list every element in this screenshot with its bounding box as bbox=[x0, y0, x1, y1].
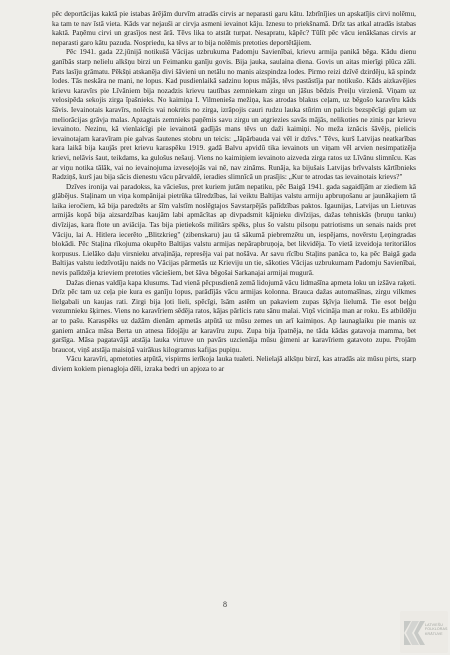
logo-line-1: LATVIEŠU bbox=[425, 623, 443, 627]
paragraph-2: Pēc 1941. gada 22.jūnijā notikušā Vācijas uzbrukuma Padomju Savienībai, krievu armija panikā bēga. Kādu dienu ganībās starp nelielu alkšņu birzi un Feimanku ganīju govis. Bija jauka, saulaina diena. Govis un aitas mierīgi plūca zāli. Pats lasīju grāmatu. Pēkšņi atskanēja divi šāvieni un netālu no manis aizspindza lodes. Pirmo reizi dzīvē dzirdēju, kā spindz lodes. Tās neskāra ne mani, ne lopus. Kad pusdienlaikā sadzinu lopus mājās, tēvs pastāstīja par notikušo. Kāds aizkavējies krievu karavīrs pie Līvāniem bija nozadzis krievu tautības zemniekam zirgu un jāšus bēdzis Preiļu virzienā. Viņam uz velosipēda sekojis zirga īpašnieks. No kaimiņa I. Vilmenieša mežiņa, kas atrodas blakus ceļam, uz bēgošo karavīru kāds šāvis. Ievainotais karavīrs, nolēcis vai nokritis no zirga, izrāpojis cauri rudzu lauka stūrim un palicis bezspēcīgi guļam uz meliorācijas grāvja malas. Apzagtais zemnieks paņēmis savu zirgu un atgriezies savās mājās, nelikoties ne zinis par krievu ievainoto. Nezinu, kā vienlaicīgi pie ievainotā gadījās mans tēvs un daži kaimiņi. No meža iznācis šāvējs, pielicis ievainotajam karavīram pie galvas šautenes stobru un teicis: „Jāpārbauda vai vēl ir dzīvs." Tēvs, kurš Latvijas neatkarības kara laikā bija kaujās pret krievu karaspēku 1919. gadā Balvu apvidū tika ievainots un viņam vēl arvien nesimpatizēja krievi, nelāvis šaut, teikdams, ka gulošus nešauj. Viens no kaimiņiem ievainoto aizveda zirga ratos uz Līvānu slimnīcu. Kas ar viņu notika tālāk, vai no ievainojuma izveseļojās vai nē, nav zināms. Runāja, ka bijušais Latvijas brīvvalsts kārtībnieks Radziņš, kurš jau bija sācis dienestu vācu pārvaldē, ieradies slimnīcā un prasījis: „Kur te atrodas tas ievainotais krievs?" bbox=[52, 47, 416, 182]
paragraph-3: Dzīves ironija vai paradokss, ka vāciešus, pret kuriem jutām nepatiku, pēc Baigā 1941. gada sagaidījām ar ziediem kā glābējus. Staļinam un viņa kompānijai pietrūka tālredzības, lai veiktu Baltijas valstu armiju apbruņošanu ar jaunākajiem tā laika ieročiem, kā bija paredzēts ar šīm valstīm noslēgtajos Savstarpējās palīdzības paktos. Igaunijas, Latvijas un Lietuvas armijās kopā bija aizsardzības kaujām labi apmācītas ap divpadsmit kājnieku divīzijas, dažas tehniskās (bruņu tanku) divīzijas, kara flote un aviācija. Tas bija pietiekošs militārs spēks, plus šo valstu pilsoņu patriotisms un senais naids pret Vāciju, lai A. Hitlera iecerēto „Blitzkrieg" (zibenskaru) jau tā sākumā piebremzētu un, iespējams, novērstu Ļeņingradas blokādi. Pēc Staļina rīkojuma okupēto Baltijas valstu armijas nepārapbruņoja, bet likvidēja. To vietā izveidoja teritoriālos korpusus. Lielāko daļu virsnieku atvaļināja, represēja vai pat nošāva. Ar savu rīcību Staļins panāca to, ka pēc Baigā gada Baltijas valstu iedzīvotāju naids no Vācijas pārmetās uz Krieviju un tie, sākoties Vācijas uzbrukumam Padomju Savienībai, nevis palīdzēja krieviem pretoties vāciešiem, bet šāva bēgošai Sarkanajai armijai mugurā. bbox=[52, 181, 416, 278]
body-text bbox=[52, 9, 416, 374]
page-number: 8 bbox=[223, 600, 227, 609]
logo-line-2: FOLKLORAS bbox=[425, 627, 448, 632]
archive-logo-text bbox=[425, 623, 450, 636]
paragraph-1: pēc deportācijas kaktā pie istabas ārējām durvīm atradās cirvis ar neparasti garu kātu. Izbrīnījies un apskatījis cirvi nolēmu, ka tam te nav īstā vieta. Kāds var nejauši ar cirvja asmeni ievainot kāju. Iznesu to priekšnamā. Drīz tas atkal atradās istabas kaktā. Paņēmu cirvi un grasījos nest ārā. Tēvs lika to atstāt turpat. Nesapratu, kāpēc? Tūlīt pēc vācu ienākšanas cirvis ar neparasti garo kātu pazuda. Nospriedu, ka tēvs ar to bija nolēmis pretoties deportētājiem. bbox=[52, 9, 416, 47]
archive-logo-mark-icon bbox=[402, 619, 426, 647]
logo-line-3: KRĀTUVE bbox=[425, 631, 443, 636]
paragraph-5: Vācu karavīri, apmetoties atpūtā, vispirms ierīkoja lauka tualeti. Nelielajā alkšņu birzī, kas atradās aiz mūsu pirts, starp diviem kokiem pienagloja dēli, izraka bedri un apjoza to ar bbox=[52, 354, 416, 373]
paragraph-4: Dažas dienas valdīja kapa klusums. Tad vienā pēcpusdienā zemā lidojumā vācu lidmašīna apmeta loku un izšāva raķeti. Drīz pēc tam uz ceļa pie kura es ganīju lopus, parādījās vācu armijas kolonna. Brauca dažas automašīnas, zirgu vilkmes lielgabali un kaujas rati. Zirgi bija ļoti lieli, spēcīgi, īsām astēm un pakaviem zupas šķīvja lielumā. Tie esot beļģu vezumnieku šķirnes. Viens no karavīriem sēdēja ratos, kājas pārlicis ratu sānu malai. Viņš vicināja man ar roku. Es atbildēju ar to pašu. Karaspēks uz dažām dienām apmetās atpūtā uz mūsu zemes un arī kaimiņos. Ap launaglaiku pie manis uz ganiem atnāca māsa Berta un atnesa līdojāju ar karavīru zupu. Zupa bija īpatnēja, ne tāda kādas gatavoja mamma, bet garšīga. Māsa pagatavājā atstāja lauka virtuve un pavārs uzcienāja mūsu ģimeni ar karavīriem gatavoto zupu. Projām braucot, viņš atstāja maisiņā vairākus kilogramus kafijas pupiņu. bbox=[52, 277, 416, 354]
